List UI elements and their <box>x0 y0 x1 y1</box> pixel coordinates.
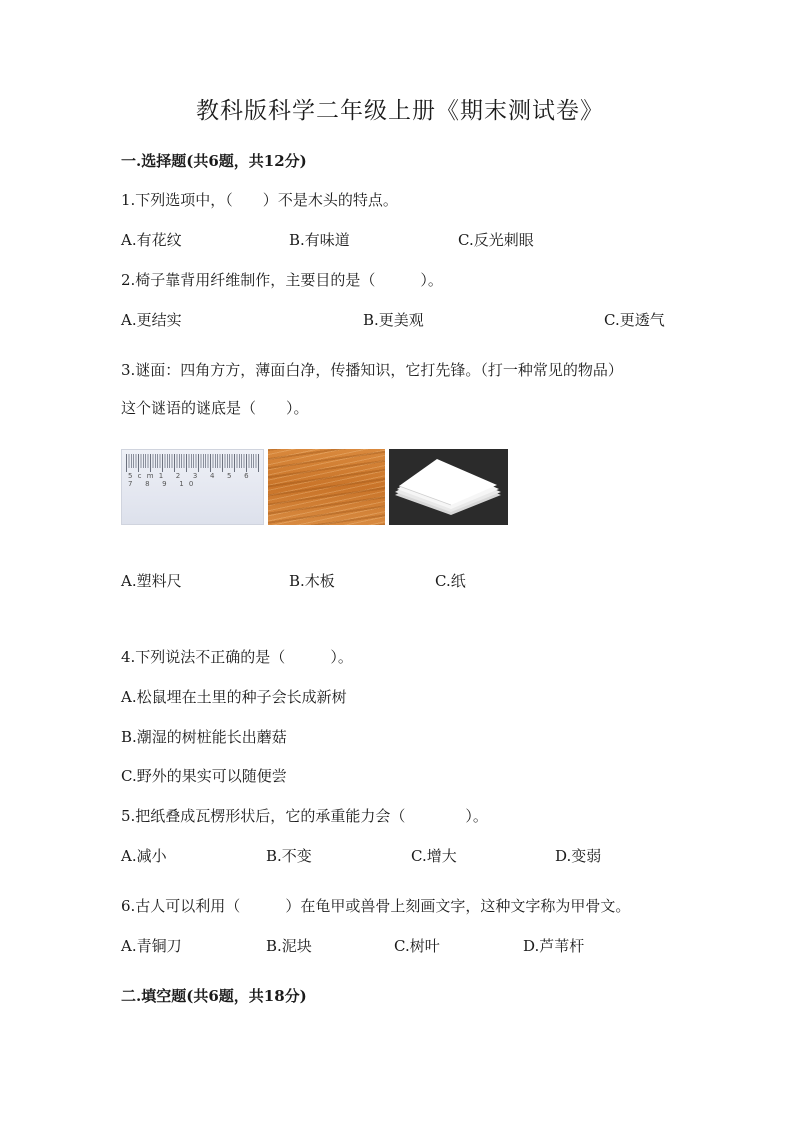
question-1: 1.下列选项中，（ ）不是木头的特点。 <box>121 191 398 209</box>
page-title: 教科版科学二年级上册《期末测试卷》 <box>196 98 604 124</box>
section-heading-choice: 一.选择题(共6题，共12分) <box>121 152 307 170</box>
q6-option-c: C.树叶 <box>394 937 440 955</box>
question-3-line2: 这个谜语的谜底是（ ）。 <box>121 399 309 417</box>
question-4: 4.下列说法不正确的是（ ）。 <box>121 648 353 666</box>
q1-option-b: B.有味道 <box>289 231 350 249</box>
question-2: 2.椅子靠背用纤维制作，主要目的是（ ）。 <box>121 271 443 289</box>
q5-option-c: C.增大 <box>411 847 457 865</box>
q5-option-b: B.不变 <box>266 847 312 865</box>
q3-option-c: C.纸 <box>435 572 466 590</box>
section-heading-fill: 二.填空题(共6题，共18分) <box>121 987 307 1005</box>
q3-option-b: B.木板 <box>289 572 335 590</box>
q3-option-a: A.塑料尺 <box>121 572 182 590</box>
paper-stack-image <box>389 449 508 525</box>
q2-option-b: B.更美观 <box>363 311 424 329</box>
q6-option-a: A.青铜刀 <box>121 937 182 955</box>
q4-option-c: C.野外的果实可以随便尝 <box>121 767 287 785</box>
q5-option-d: D.变弱 <box>555 847 602 865</box>
q6-option-d: D.芦苇杆 <box>523 937 585 955</box>
q4-option-a: A.松鼠埋在土里的种子会长成新树 <box>121 688 347 706</box>
q4-option-b: B.潮湿的树桩能长出蘑菇 <box>121 728 287 746</box>
q5-option-a: A.减小 <box>121 847 167 865</box>
wood-board-image <box>268 449 385 525</box>
ruler-numbers: 5cm1 2 3 4 5 6 7 8 9 10 <box>128 472 254 488</box>
question-5: 5.把纸叠成瓦楞形状后，它的承重能力会（ ）。 <box>121 807 488 825</box>
q2-option-a: A.更结实 <box>121 311 182 329</box>
question-3-line1: 3.谜面：四角方方，薄面白净，传播知识，它打先锋。（打一种常见的物品） <box>121 361 623 379</box>
q6-option-b: B.泥块 <box>266 937 312 955</box>
q1-option-c: C.反光刺眼 <box>458 231 534 249</box>
ruler-image <box>121 449 264 525</box>
question-6: 6.古人可以利用（ ）在龟甲或兽骨上刻画文字，这种文字称为甲骨文。 <box>121 897 631 915</box>
q2-option-c: C.更透气 <box>604 311 665 329</box>
q1-option-a: A.有花纹 <box>121 231 182 249</box>
